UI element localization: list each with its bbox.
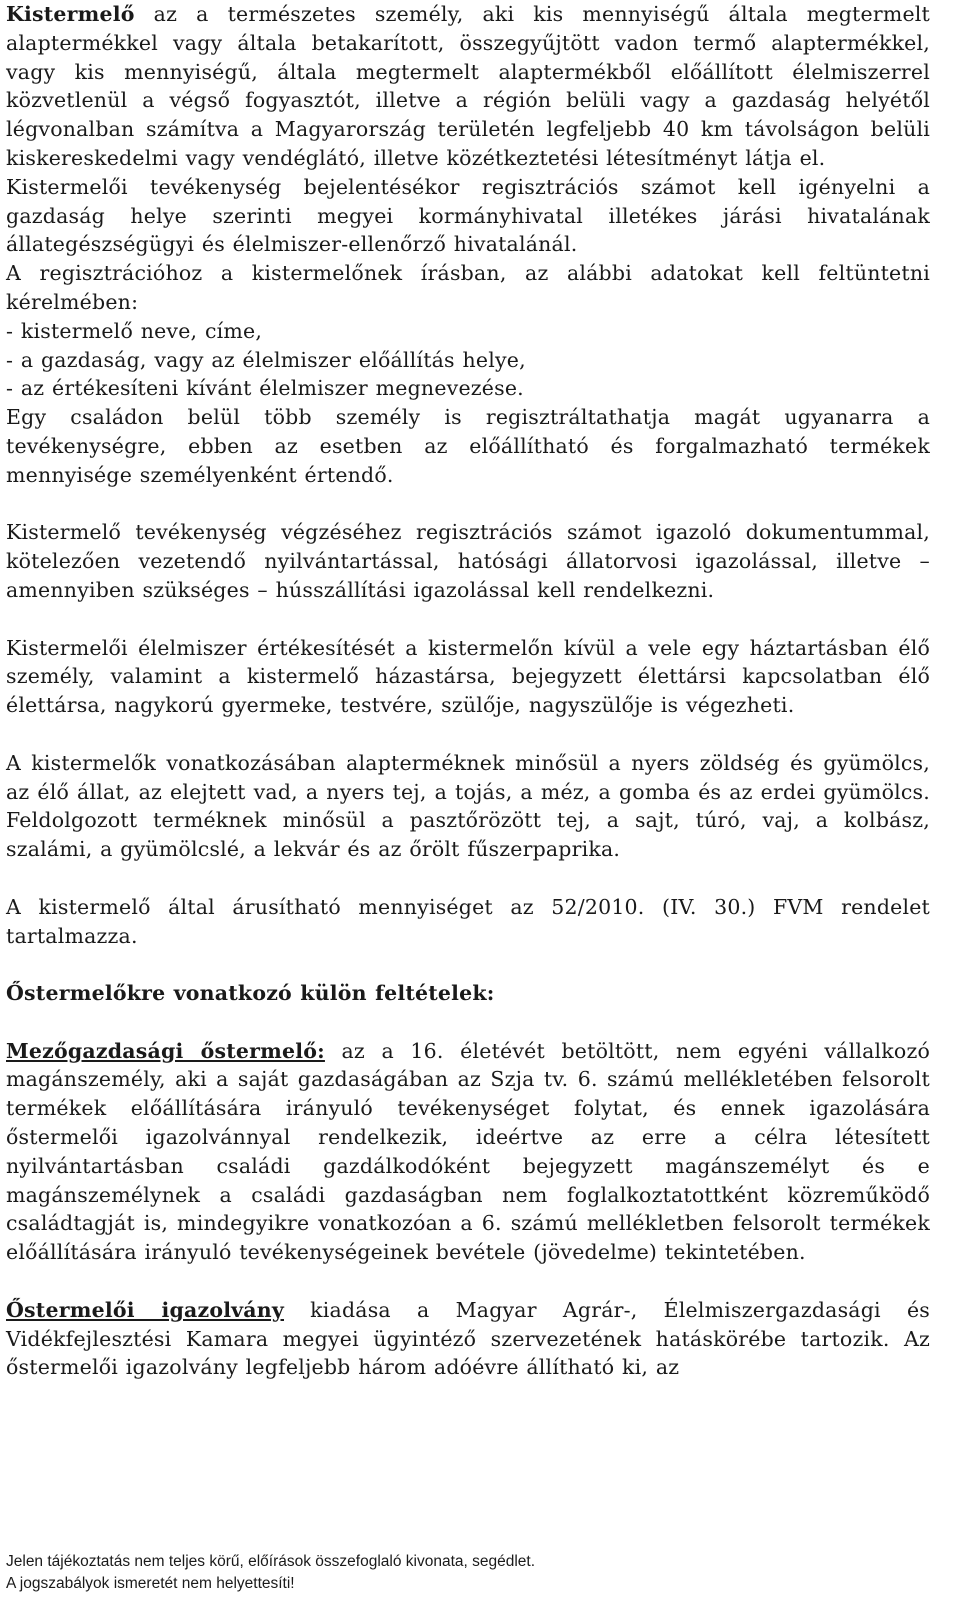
paragraph-ostermelo bbox=[6, 1037, 930, 1267]
paragraph-documents: Kistermelő tevékenység végzéséhez regisztrációs számot igazoló dokumentummal, kötelezően vezetendő nyilvántartással, hatósági állatorvosi igazolással, illetve – amennyiben szükséges – hússzállítási igazolással kell rendelkezni. bbox=[6, 520, 930, 602]
footer-line: A jogszabályok ismeretét nem helyettesíti! bbox=[6, 1575, 295, 1592]
request-item: - a gazdaság, vagy az élelmiszer előállítás helye, bbox=[6, 347, 526, 372]
definition-text: az a természetes személy, aki kis mennyiségű általa megtermelt alaptermékkel vagy általa betakarított, összegyűjtött vadon termő alaptermékkel, vagy kis mennyiségű, általa megtermelt alaptermékből előállított élelmiszerrel közvetlenül a végső fogyasztót, illetve a régión belüli vagy a gazdaság helyétől légvonalban számítva a Magyarország területén legfeljebb 40 km távolságon belüli kiskereskedelmi vagy vendéglátó, illetve közétkeztetési létesítményt látja el. bbox=[6, 2, 930, 170]
section-heading: Őstermelőkre vonatkozó külön feltételek: bbox=[6, 981, 495, 1006]
term-igazolvany: Őstermelői igazolvány bbox=[6, 1297, 284, 1322]
request-item: - az értékesíteni kívánt élelmiszer megnevezése. bbox=[6, 376, 524, 401]
document-page bbox=[6, 0, 930, 1382]
card-text: kiadása a Magyar Agrár-, Élelmiszergazdasági és Vidékfejlesztési Kamara megyei ügyintéző szervezetének hatáskörébe tartozik. Az őstermelői igazolvány legfeljebb három adóévre állítható ki, az bbox=[6, 1297, 930, 1380]
paragraph-definition bbox=[6, 0, 930, 173]
paragraph-card bbox=[6, 1296, 930, 1382]
paragraph-request-intro: A regisztrációhoz a kistermelőnek írásban, az alábbi adatokat kell feltüntetni kérelmében: bbox=[6, 261, 930, 314]
paragraph-registration: Kistermelői tevékenység bejelentésékor regisztrációs számot kell igényelni a gazdaság helye szerinti megyei kormányhivatal illetékes járási hivatalának állategészségügyi és élelmiszer-ellenőrző hivatalánál. bbox=[6, 174, 930, 257]
paragraph-quantity: A kistermelő által árusítható mennyiséget az 52/2010. (IV. 30.) FVM rendelet tartalmazza. bbox=[6, 894, 930, 948]
term-ostermelo: Mezőgazdasági őstermelő: bbox=[6, 1038, 325, 1063]
request-item: - kistermelő neve, címe, bbox=[6, 318, 263, 343]
term-kistermelo: Kistermelő bbox=[6, 2, 135, 26]
paragraph-products: A kistermelők vonatkozásában alapterméknek minősül a nyers zöldség és gyümölcs, az élő állat, az elejtett vad, a nyers tej, a tojás, a méz, a gomba és az erdei gyümölcs. Feldolgozott terméknek minősül a pasztőrözött tej, a sajt, túró, vaj, a kolbász, szalámi, a gyümölcslé, a lekvár és az őrölt fűszerpaprika. bbox=[6, 750, 930, 862]
footer-disclaimer bbox=[6, 1551, 936, 1595]
paragraph-sales: Kistermelői élelmiszer értékesítését a kistermelőn kívül a vele egy háztartásban élő személy, valamint a kistermelő házastársa, bejegyzett élettársi kapcsolatban élő élettársa, nagykorú gyermeke, testvére, szülője, nagyszülője is végezheti. bbox=[6, 635, 930, 718]
footer-line: Jelen tájékoztatás nem teljes körű, előírások összefoglaló kivonata, segédlet. bbox=[6, 1553, 536, 1570]
paragraph-family: Egy családon belül több személy is regisztráltathatja magát ugyanarra a tevékenységre, ebben az esetben az előállítható és forgalmazható termékek mennyisége személyenként értendő. bbox=[6, 405, 930, 487]
ostermelo-text: az a 16. életévét betöltött, nem egyéni vállalkozó magánszemély, aki a saját gazdaságában az Szja tv. 6. számú mellékletében felsorolt termékek előállítására irányuló tevékenységet folytat, és ennek igazolására őstermelői igazolvánnyal rendelkezik, ideértve az erre a célra létesített nyilvántartásban családi gazdálkodóként bejegyzett magánszemélyt és e magánszemélynek a családi gazdaságban nem foglalkoztatottként közreműködő családtagját is, mindegyikre vonatkozóan a 6. számú mellékletben felsorolt termékek előállítására irányuló tevékenységeinek bevétele (jövedelme) tekintetében. bbox=[6, 1038, 930, 1265]
